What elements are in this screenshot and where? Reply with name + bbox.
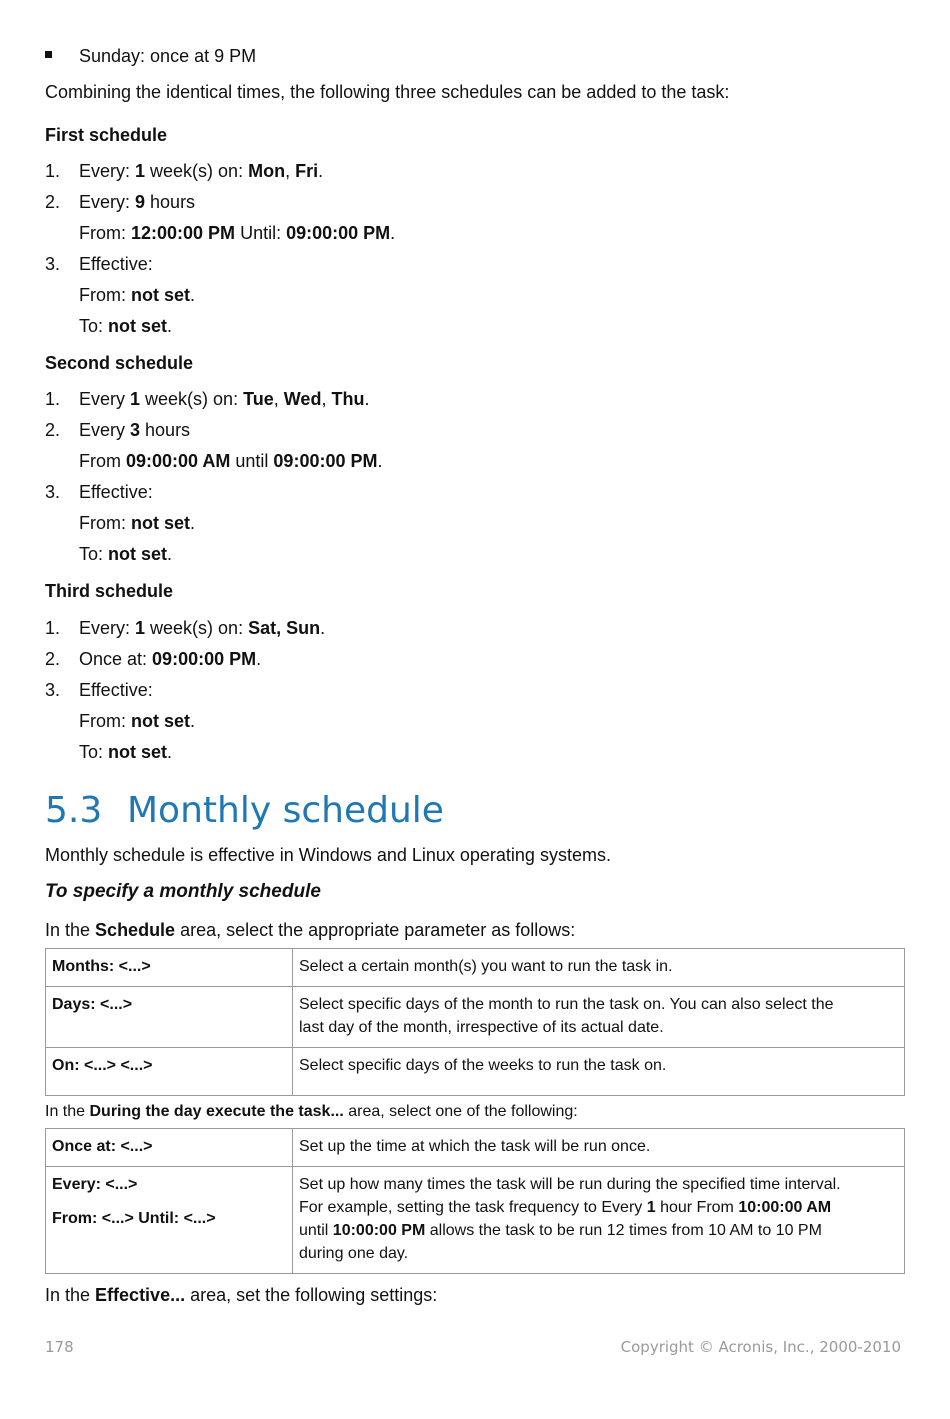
list-number: 2. [45, 192, 61, 212]
monthly-intro: Monthly schedule is effective in Windows and Linux operating systems. [45, 845, 611, 865]
text: hour From [655, 1199, 739, 1216]
text: area, select the appropriate parameter as follows: [175, 920, 576, 940]
table-cell-key: Once at: <...> [46, 1129, 293, 1167]
text: . [318, 161, 324, 181]
text: Set up how many times the task will be run during the specified time interval. [299, 1176, 841, 1193]
text: Every: [79, 618, 136, 638]
text-bold: 10:00:00 PM [332, 1222, 426, 1239]
text-bold: 1 [646, 1199, 656, 1216]
section-title: Monthly schedule [127, 790, 444, 831]
text-bold: 1 [135, 161, 146, 181]
first-schedule-effective-to [79, 315, 172, 337]
text-bold: 09:00:00 PM [273, 451, 378, 471]
text: In the [45, 1103, 90, 1120]
list-number: 2. [45, 420, 61, 440]
text: last day of the month, irrespective of its actual date. [299, 1019, 664, 1036]
text-bold: not set [108, 544, 168, 564]
text: From: [79, 223, 131, 243]
table-row [46, 1048, 905, 1096]
list-number: 1. [45, 389, 61, 409]
text: week(s) on: [145, 161, 249, 181]
text: From [79, 451, 126, 471]
table-cell-key: Days: <...> [46, 987, 293, 1048]
schedule-area-line [45, 919, 575, 941]
text: , [285, 161, 296, 181]
copyright-notice: Copyright © Acronis, Inc., 2000-2010 [620, 1338, 901, 1356]
text: hours [145, 192, 196, 212]
text: For example, setting the task frequency to Every [299, 1199, 647, 1216]
text-bold: During the day execute the task... [89, 1103, 344, 1120]
text-bold: 10:00:00 AM [738, 1199, 832, 1216]
text-bold: 1 [135, 618, 146, 638]
text: allows the task to be run 12 times from 10 AM to 10 PM [425, 1222, 822, 1239]
text-bold: Fri [295, 161, 319, 181]
text: From: [79, 711, 131, 731]
text-bold: Wed [283, 389, 322, 409]
text: Effective: [79, 680, 153, 700]
second-schedule-effective-from [79, 512, 195, 534]
list-number: 1. [45, 161, 61, 181]
text-bold: 09:00:00 PM [152, 649, 257, 669]
text-bold: 9 [135, 192, 146, 212]
text: during one day. [299, 1245, 409, 1262]
page-number: 178 [45, 1338, 74, 1356]
table-cell-value: Select a certain month(s) you want to run the task in. [293, 949, 905, 987]
second-schedule-heading: Second schedule [45, 353, 194, 373]
text-bold: Schedule [95, 920, 176, 940]
table-row [46, 987, 905, 1048]
second-schedule-time-range [79, 450, 383, 472]
text-bold: not set [131, 711, 191, 731]
table-cell-value [293, 1167, 905, 1274]
text: Every: <...> [52, 1176, 138, 1193]
text-bold: not set [108, 742, 168, 762]
text: To: [79, 544, 109, 564]
table-row [46, 949, 905, 987]
table-cell-value [293, 987, 905, 1048]
text: . [390, 223, 396, 243]
text: . [364, 389, 370, 409]
text: until [230, 451, 274, 471]
list-number: 3. [45, 680, 61, 700]
schedule-parameters-table [45, 948, 905, 1096]
list-number: 3. [45, 482, 61, 502]
text: week(s) on: [140, 389, 244, 409]
text: . [377, 451, 383, 471]
text-bold: not set [131, 285, 191, 305]
text: . [167, 544, 173, 564]
table-row [46, 1129, 905, 1167]
first-schedule-effective-from [79, 284, 195, 306]
during-day-area-line [45, 1102, 578, 1122]
table-cell-key [46, 1167, 293, 1274]
third-schedule-heading: Third schedule [45, 581, 174, 601]
text: From: [79, 285, 131, 305]
text-bold: Effective... [95, 1285, 186, 1305]
text: In the [45, 920, 96, 940]
table-cell-key: Months: <...> [46, 949, 293, 987]
text: until [299, 1222, 333, 1239]
text: To: [79, 742, 109, 762]
text: hours [140, 420, 191, 440]
effective-area-line [45, 1284, 437, 1306]
text: , [273, 389, 284, 409]
during-day-options-table [45, 1128, 905, 1274]
text: . [167, 316, 173, 336]
text: Every [79, 389, 131, 409]
third-schedule-effective-to [79, 741, 172, 763]
text-bold: Sat, Sun [248, 618, 321, 638]
second-schedule-effective-to [79, 543, 172, 565]
third-schedule-effective-from [79, 710, 195, 732]
text: From: <...> Until: <...> [52, 1210, 216, 1227]
text: Select specific days of the month to run the task on. You can also select the [299, 996, 834, 1013]
text: . [320, 618, 326, 638]
text: . [256, 649, 262, 669]
text-bold: 1 [130, 389, 141, 409]
text: area, set the following settings: [185, 1285, 438, 1305]
square-bullet-icon [45, 51, 52, 58]
text-bold: 12:00:00 PM [131, 223, 236, 243]
text-bold: 09:00:00 AM [126, 451, 231, 471]
text: . [167, 742, 173, 762]
text: In the [45, 1285, 96, 1305]
text: Every [79, 420, 131, 440]
text: Effective: [79, 482, 153, 502]
text-bold: 3 [130, 420, 141, 440]
list-number: 3. [45, 254, 61, 274]
first-schedule-time-range [79, 222, 395, 244]
text: Every: [79, 161, 136, 181]
text: , [321, 389, 332, 409]
text-bold: not set [108, 316, 168, 336]
text: Every: [79, 192, 136, 212]
text: week(s) on: [145, 618, 249, 638]
text: Effective: [79, 254, 153, 274]
text: . [190, 513, 196, 533]
procedure-title: To specify a monthly schedule [45, 881, 321, 902]
list-number: 1. [45, 618, 61, 638]
section-number: 5.3 [45, 790, 103, 831]
table-row [46, 1167, 905, 1274]
section-heading [45, 789, 444, 833]
first-schedule-heading: First schedule [45, 125, 168, 145]
text-bold: not set [131, 513, 191, 533]
text: Until: [235, 223, 287, 243]
text-bold: Thu [331, 389, 365, 409]
text: area, select one of the following: [343, 1103, 578, 1120]
text: Once at: [79, 649, 153, 669]
text: . [190, 711, 196, 731]
intro-paragraph: Combining the identical times, the following three schedules can be added to the task: [45, 82, 730, 102]
list-number: 2. [45, 649, 61, 669]
table-cell-value: Select specific days of the weeks to run the task on. [293, 1048, 905, 1096]
bullet-text: Sunday: once at 9 PM [79, 46, 257, 66]
table-cell-value: Set up the time at which the task will be run once. [293, 1129, 905, 1167]
text: From: [79, 513, 131, 533]
text-bold: 09:00:00 PM [286, 223, 391, 243]
text-bold: Mon [248, 161, 286, 181]
text: . [190, 285, 196, 305]
table-cell-key: On: <...> <...> [46, 1048, 293, 1096]
text-bold: Tue [243, 389, 274, 409]
text: To: [79, 316, 109, 336]
